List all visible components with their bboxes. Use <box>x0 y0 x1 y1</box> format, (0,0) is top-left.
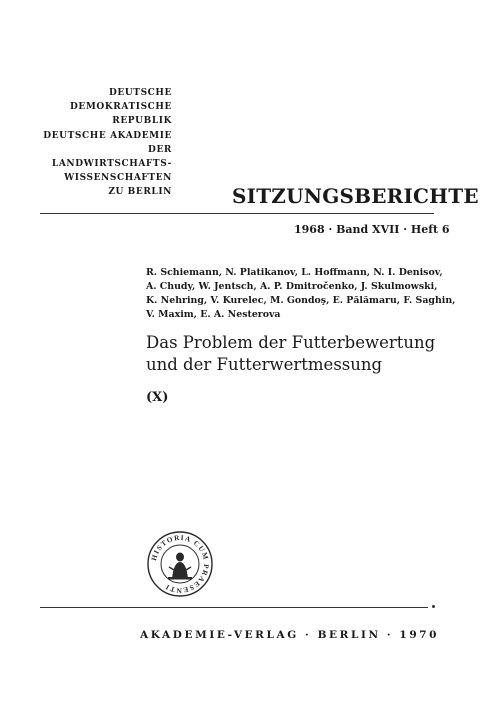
bottom-rule <box>40 607 428 608</box>
top-rule <box>40 213 434 214</box>
main-title-line-2: und der Futterwertmessung <box>146 355 383 374</box>
author-line: R. Schiemann, N. Platikanov, L. Hoffmann, N. I. Denisov, <box>146 267 443 278</box>
publisher-line: REPUBLIK <box>112 116 172 126</box>
author-line: A. Chudy, W. Jentsch, A. P. Dmitročenko, J. Skulmowski, <box>146 281 438 292</box>
publisher-seal-icon <box>146 530 214 598</box>
part-number: (X) <box>146 390 169 405</box>
author-list <box>146 266 456 322</box>
author-line: V. Maxim, E. A. Nesterova <box>146 309 281 320</box>
imprint: AKADEMIE-VERLAG · BERLIN · 1970 <box>140 629 440 641</box>
publisher-line: ZU BERLIN <box>108 187 172 197</box>
publisher-line: DEUTSCHE AKADEMIE <box>43 131 172 141</box>
publisher-block <box>40 86 172 199</box>
author-line: K. Nehring, V. Kurelec, M. Gondoş, E. Pălămaru, F. Saghin, <box>146 295 456 306</box>
issue-info: 1968 · Band XVII · Heft 6 <box>294 223 450 236</box>
main-title <box>146 332 435 376</box>
publisher-line: DEUTSCHE <box>108 88 172 98</box>
rule-dot <box>432 605 435 608</box>
publisher-line: LANDWIRTSCHAFTS- <box>51 159 172 169</box>
publisher-line: DER <box>148 145 172 155</box>
seal-lettering: HISTORIA CUM PRAESENTI <box>150 533 211 595</box>
series-title: SITZUNGSBERICHTE <box>232 184 479 208</box>
publisher-line: WISSENSCHAFTEN <box>64 173 172 183</box>
publisher-line: DEMOKRATISCHE <box>70 102 172 112</box>
main-title-line-1: Das Problem der Futterbewertung <box>146 333 436 352</box>
